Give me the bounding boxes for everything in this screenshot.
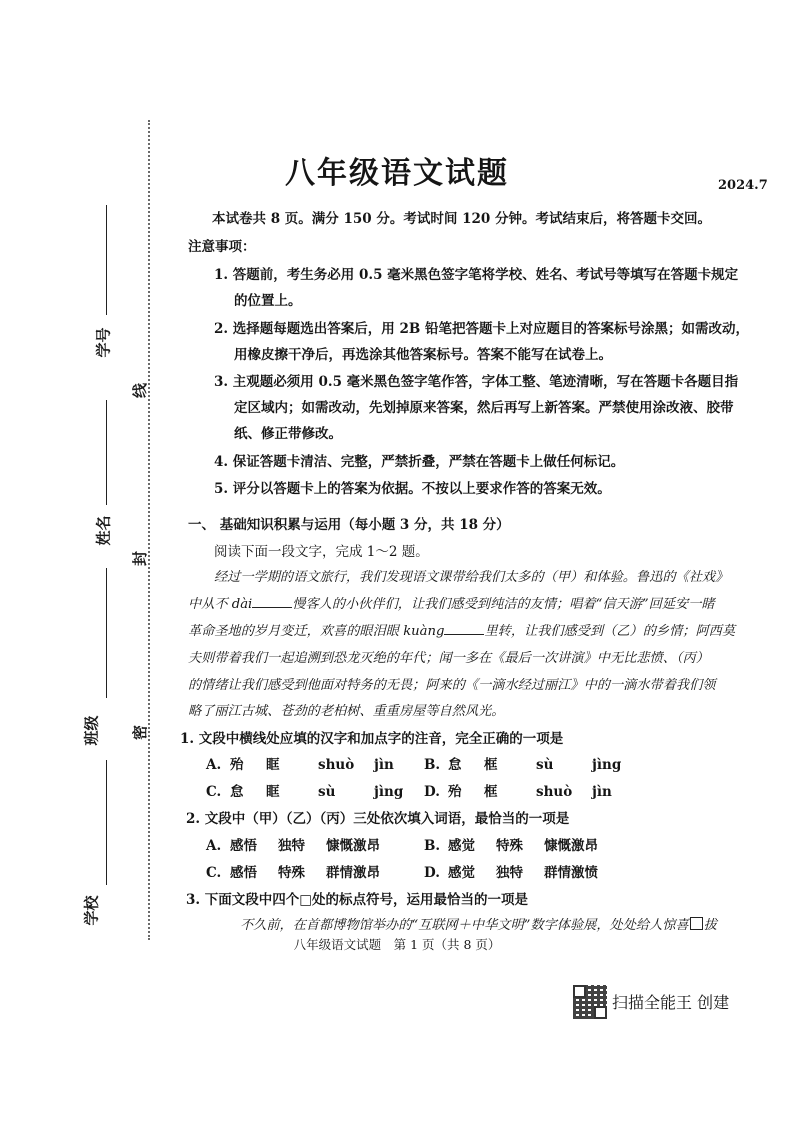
q2-option-d: D. 感觉 独特 群情激愤 bbox=[424, 865, 598, 881]
note-1-line-1: 1. 答题前，考生务必用 0.5 毫米黑色签字笔将学校、姓名、考试号等填写在答题卡规定 bbox=[214, 267, 739, 283]
student-id-line bbox=[106, 205, 107, 315]
passage-line-3 bbox=[188, 620, 735, 639]
q3-passage bbox=[240, 914, 717, 933]
q3-passage-b: 拔 bbox=[703, 918, 717, 933]
passage-line-3-a: 革命圣地的岁月变迁，欢喜的眼泪眼 kuàng bbox=[188, 624, 445, 639]
passage-line-2-b: 慢客人的小伙伴们，让我们感受到纯洁的友情；唱着“信天游”回延安一睹 bbox=[292, 597, 715, 612]
scanner-watermark: 扫描全能王 创建 bbox=[612, 993, 730, 1012]
binding-dotted-line bbox=[148, 120, 150, 940]
passage-line-2 bbox=[188, 593, 715, 612]
passage-line-5: 的情绪让我们感受到他面对特务的无畏；阿来的《一滴水经过丽江》中的一滴水带着我们领 bbox=[188, 678, 716, 693]
passage-line-4: 夫则带着我们一起追溯到恐龙灭绝的年代；闻一多在《最后一次讲演》中无比悲愤、（丙） bbox=[188, 651, 709, 666]
note-2-line-1: 2. 选择题每题选出答案后，用 2B 铅笔把答题卡上对应题目的答案标号涂黑；如需改动， bbox=[214, 321, 749, 337]
exam-intro: 本试卷共 8 页。满分 150 分。考试时间 120 分钟。考试结束后，将答题卡交回。 bbox=[212, 211, 711, 227]
note-3-line-3: 纸、修正带修改。 bbox=[234, 426, 342, 442]
passage-line-2-a: 中从不 dài bbox=[188, 597, 253, 612]
passage-line-3-b: 里转，让我们感受到（乙）的乡情；阿西莫 bbox=[484, 624, 736, 639]
blank-2 bbox=[444, 622, 484, 635]
q2-option-b: B. 感觉 特殊 慷慨激昂 bbox=[424, 838, 598, 854]
seal-char-secret: 密 bbox=[131, 724, 150, 741]
q1-stem: 1. 文段中横线处应填的汉字和加点字的注音，完全正确的一项是 bbox=[180, 731, 564, 747]
q1-option-d: D. 殆 框 shuò jìn bbox=[424, 784, 612, 800]
section1-heading: 一、 基础知识积累与运用（每小题 3 分，共 18 分） bbox=[188, 517, 510, 533]
name-label: 姓名 bbox=[94, 515, 113, 546]
qr-code-icon bbox=[573, 985, 607, 1019]
school-line bbox=[106, 760, 107, 885]
passage-line-1: 经过一学期的语文旅行，我们发现语文课带给我们太多的（甲）和体验。鲁迅的《社戏》 bbox=[214, 570, 729, 585]
note-2-line-2: 用橡皮擦干净后，再选涂其他答案标号。答案不能写在试卷上。 bbox=[234, 347, 612, 363]
punctuation-box bbox=[690, 917, 703, 930]
passage-line-6: 略了丽江古城、苍劲的老柏树、重重房屋等自然风光。 bbox=[188, 704, 505, 719]
class-line bbox=[106, 568, 107, 698]
exam-title: 八年级语文试题 bbox=[285, 156, 509, 191]
q2-option-c: C. 感悟 特殊 群情激昂 bbox=[206, 865, 380, 881]
name-line bbox=[106, 400, 107, 505]
note-5: 5. 评分以答题卡上的答案为依据。不按以上要求作答的答案无效。 bbox=[214, 481, 611, 497]
q1-option-b: B. 怠 框 sù jìng bbox=[424, 757, 622, 773]
note-3-line-2: 定区域内；如需改动，先划掉原来答案，然后再写上新答案。严禁使用涂改液、胶带 bbox=[234, 400, 734, 416]
student-id-label: 学号 bbox=[94, 327, 113, 358]
seal-char-line: 线 bbox=[131, 382, 150, 399]
page-footer: 八年级语文试题 第 1 页（共 8 页） bbox=[293, 937, 501, 952]
notes-heading: 注意事项： bbox=[188, 239, 256, 255]
class-label: 班级 bbox=[82, 715, 101, 746]
section1-instruction: 阅读下面一段文字，完成 1～2 题。 bbox=[214, 544, 429, 560]
q3-passage-a: 不久前，在首都博物馆举办的“互联网＋中华文明”数字体验展，处处给人惊喜 bbox=[240, 918, 689, 933]
note-3-line-1: 3. 主观题必须用 0.5 毫米黑色签字笔作答，字体工整、笔迹清晰，写在答题卡各题目指 bbox=[214, 374, 739, 390]
blank-1 bbox=[252, 595, 292, 608]
note-1-line-2: 的位置上。 bbox=[234, 293, 302, 309]
school-label: 学校 bbox=[82, 895, 101, 926]
q3-stem: 3. 下面文段中四个□处的标点符号，运用最恰当的一项是 bbox=[186, 892, 529, 908]
seal-char-seal: 封 bbox=[131, 550, 150, 567]
q2-stem: 2. 文段中（甲）（乙）（丙）三处依次填入词语，最恰当的一项是 bbox=[186, 811, 570, 827]
note-4: 4. 保证答题卡清洁、完整，严禁折叠，严禁在答题卡上做任何标记。 bbox=[214, 454, 625, 470]
q2-option-a: A. 感悟 独特 慷慨激昂 bbox=[206, 838, 380, 854]
exam-date: 2024.7 bbox=[718, 178, 768, 193]
q1-option-c: C. 怠 眶 sù jìng bbox=[206, 784, 404, 800]
q1-option-a: A. 殆 眶 shuò jìn bbox=[206, 757, 394, 773]
